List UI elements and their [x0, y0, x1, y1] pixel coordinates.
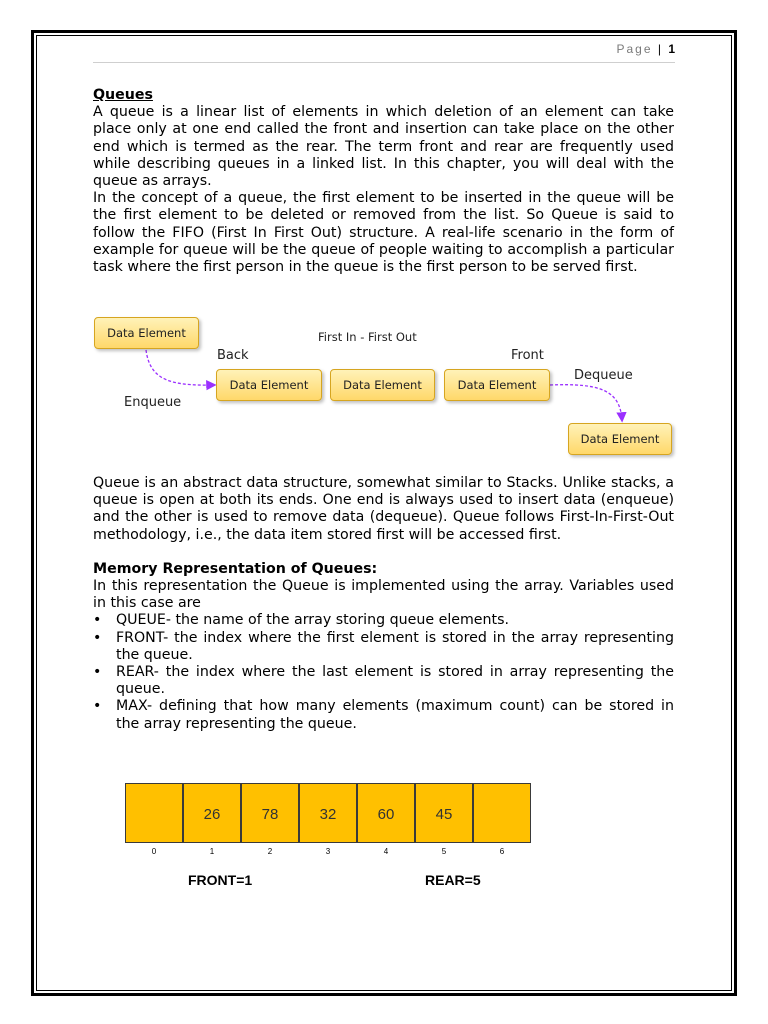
incoming-data-element: Data Element	[94, 317, 199, 349]
back-label: Back	[217, 348, 249, 363]
variable-list	[93, 612, 674, 732]
rear-pointer-label: REAR=5	[425, 872, 481, 888]
array-index-4: 4	[383, 847, 389, 856]
list-item: • REAR- the index where the last element is stored in array representing the queue.	[93, 664, 674, 698]
array-cell-3: 32	[299, 783, 357, 843]
page-header	[93, 42, 675, 63]
queue-element-front: Data Element	[444, 369, 550, 401]
array-index-6: 6	[499, 847, 505, 856]
list-item: • QUEUE- the name of the array storing queue elements.	[93, 612, 509, 629]
page-separator: |	[657, 42, 661, 56]
bullet-dot: •	[93, 698, 102, 715]
array-cell-0	[125, 783, 183, 843]
array-index-5: 5	[441, 847, 447, 856]
abstract-paragraph: Queue is an abstract data structure, somewhat similar to Stacks. Unlike stacks, a queue is open at both its ends. One end is always used to insert data (enqueue) and the other is used to remove data (dequeue). Queue follows First-In-First-Out methodology, i.e., the data item stored first will be accessed first.	[93, 475, 674, 543]
queue-element-middle: Data Element	[330, 369, 435, 401]
list-item: • MAX- defining that how many elements (maximum count) can be stored in the array representing the queue.	[93, 698, 674, 732]
section-title: Queues	[93, 87, 153, 103]
array-cell-2: 78	[241, 783, 299, 843]
bullet-dot: •	[93, 629, 102, 646]
front-label: Front	[511, 348, 544, 363]
front-pointer-label: FRONT=1	[188, 872, 253, 888]
queue-element-back: Data Element	[216, 369, 322, 401]
page-word: Page	[616, 42, 653, 56]
intro-paragraph-1: A queue is a linear list of elements in which deletion of an element can take place only at one end called the front and insertion can take place on the other end which is termed as the rear. The term front and rear are frequently used while describing queues in a linked list. In this chapter, you will deal with the queue as arrays.	[93, 104, 674, 190]
array-index-0: 0	[151, 847, 157, 856]
diagram-title: First In - First Out	[318, 330, 417, 344]
array-cell-4: 60	[357, 783, 415, 843]
array-cell-6	[473, 783, 531, 843]
page-number: 1	[668, 42, 675, 56]
outgoing-data-element: Data Element	[568, 423, 672, 455]
main-content	[93, 87, 674, 276]
lower-content	[93, 475, 674, 733]
array-index-3: 3	[325, 847, 331, 856]
array-index-1: 1	[209, 847, 215, 856]
array-cell-1: 26	[183, 783, 241, 843]
dequeue-label: Dequeue	[574, 368, 633, 383]
intro-paragraph-2: In the concept of a queue, the first element to be inserted in the queue will be the first element to be deleted or removed from the list. So Queue is said to follow the FIFO (First In First Out) structure. A real-life scenario in the form of example for queue will be the queue of people waiting to accomplish a particular task where the first person in the queue is the first person to be served first.	[93, 190, 674, 276]
list-item: • FRONT- the index where the first element is stored in the array representing the queue.	[93, 629, 674, 663]
memory-intro: In this representation the Queue is implemented using the array. Variables used in this case are	[93, 578, 674, 612]
bullet-dot: •	[93, 664, 102, 681]
array-index-2: 2	[267, 847, 273, 856]
memory-heading: Memory Representation of Queues:	[93, 560, 378, 577]
bullet-dot: •	[93, 612, 102, 629]
enqueue-label: Enqueue	[124, 395, 182, 410]
array-cell-5: 45	[415, 783, 473, 843]
